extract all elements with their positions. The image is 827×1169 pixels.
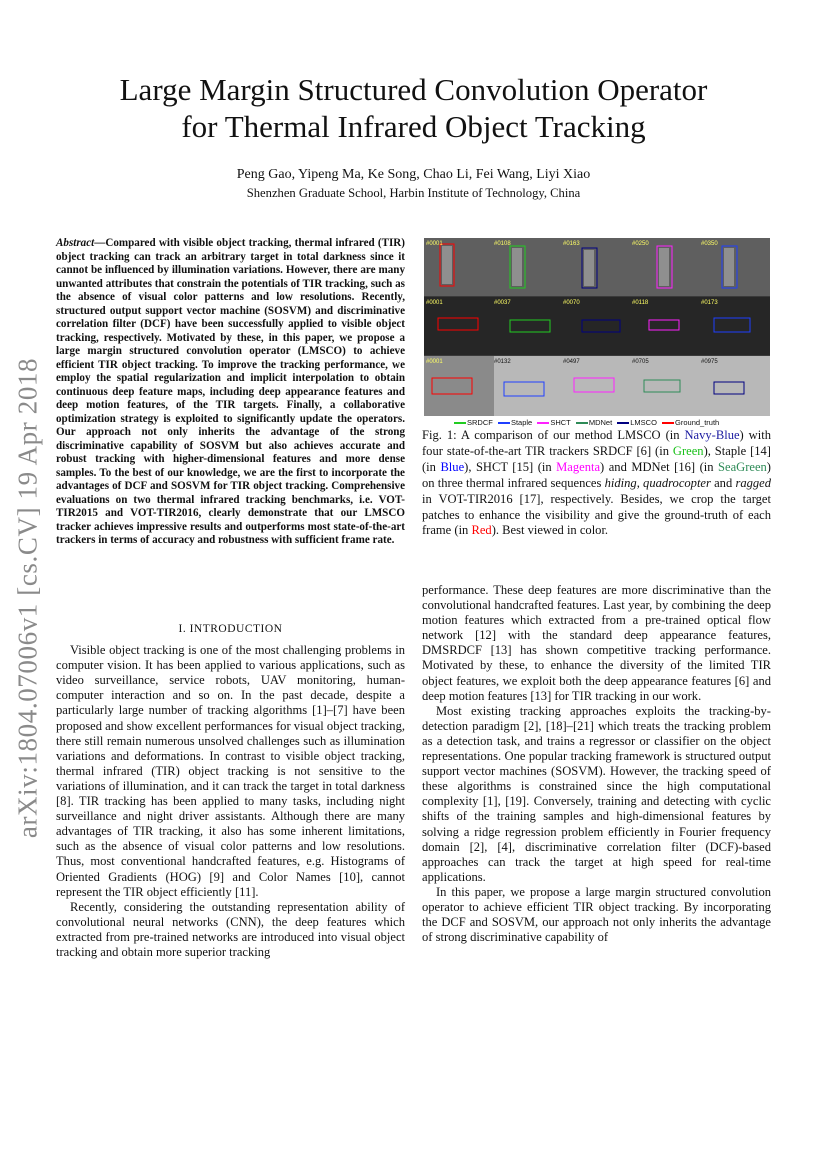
frame-label: #0350: [701, 241, 718, 247]
right-paragraph-2: Most existing tracking approaches exploits the tracking-by-detection paradigm [2], [18]–[21] which treats the tracking problem as a detection task, and trains a regressor or classifier on the object representations. One popular tracking framework is structured output support vector machines (SOSVM). However, the tracking speed of these algorithms is constrained since the high computational complexity [1], [19]. Conversely, training and detecting with cyclic shifts of the training samples and high-dimensional features by solving a ridge regression problem efficiently in Fourier frequency domain [2], [4], discriminative correlation filter (DCF)-based approaches can track the target at high speed for real-time applications.: [422, 703, 771, 884]
legend-item: SHCT: [537, 418, 570, 427]
title-line-2: for Thermal Infrared Object Tracking: [181, 109, 646, 144]
intro-paragraph-1: Visible object tracking is one of the most challenging problems in computer vision. It has been applied to various applications, such as video surveillance, service robots, UAV monitoring, human-computer interaction and so on. In the past decade, despite a particularly large number of tracking algorithms [1]–[7] have been proposed and show excellent performances for visual object tracking, there still remain numerous unsolved challenges such as illumination variations and deformations. In contrast to visible object tracking, thermal infrared (TIR) object tracking is not sensitive to the variations of illumination, and it can track the target in total darkness [8]. TIR tracking has been applied to many tasks, including night surveillance and night driver assistants. Although there are many advantages of TIR tracking, it also has some inherent limitations, such as the absence of visual color patterns and low resolutions. Thus, most conventional handcrafted features, e.g. Histograms of Oriented Gradients (HOG) [9] and Color Names [10], cannot represent the TIR object efficiently [11].: [56, 643, 405, 899]
legend-item: MDNet: [576, 418, 612, 427]
frame-label: #0070: [563, 300, 580, 306]
frame-label: #0705: [632, 359, 649, 365]
abstract: [56, 237, 405, 548]
frame-label: #0163: [563, 241, 580, 247]
abstract-label: Abstract: [56, 237, 95, 249]
affiliation: Shenzhen Graduate School, Harbin Institute of Technology, China: [246, 186, 581, 200]
figure-1: [424, 238, 770, 426]
frame-label: #0132: [494, 359, 511, 365]
intro-paragraph-2: Recently, considering the outstanding representation ability of convolutional neural networks (CNN), the deep features which extracted from pre-trained networks are introduced into visual object tracking and obtain more superior tracking: [56, 899, 405, 959]
legend-item: SRDCF: [454, 418, 493, 427]
arxiv-stamp: arXiv:1804.07006v1 [cs.CV] 19 Apr 2018: [12, 357, 43, 838]
authors: Peng Gao, Yipeng Ma, Ke Song, Chao Li, Fei Wang, Liyi Xiao: [236, 167, 591, 182]
legend-item: Ground_truth: [662, 418, 719, 427]
abstract-text: —Compared with visible object tracking, thermal infrared (TIR) object tracking can track an arbitrary target in total darkness since it cannot be influenced by illumination variations. However, there are many unwanted attributes that constrain the potentials of TIR tracking, such as the absence of visual color patterns and low resolutions. Recently, structured output support vector machine (SOSVM) and discriminative correlation filter (DCF) have been successfully applied to visible object tracking, respectively. Motivated by these, in this paper, we propose a large margin structured convolution operator (LMSCO) to achieve efficient TIR object tracking. To improve the tracking performance, we employ the spatial regularization and implicit interpolation to obtain continuous deep feature maps, including deep appearance features and deep motion features, of the TIR targets. Finally, a collaborative optimization strategy is exploited to significantly update the operators. Our approach not only inherits the advantage of the strong discriminative capability of SOSVM but also achieves accurate and robust tracking with higher-dimensional features and more dense samples. To the best of our knowledge, we are the first to incorporate the advantages of DCF and SOSVM for TIR object tracking. Comprehensive evaluations on two thermal infrared tracking benchmarks, i.e. VOT-TIR2015 and VOT-TIR2016, clearly demonstrate that our LMSCO tracker achieves impressive results and outperforms most state-of-the-art trackers in terms of accuracy and robustness with sufficient frame rate.: [56, 237, 405, 546]
frame-label: #0108: [494, 241, 511, 247]
frame-label: #0173: [701, 300, 718, 306]
right-column-text: [422, 583, 771, 945]
right-paragraph-3: In this paper, we propose a large margin structured convolution operator to achieve efficient TIR object tracking. By incorporating the DCF and SOSVM, our approach not only inherits the advantage of strong discriminative capability of: [422, 884, 771, 945]
frame-label: #0001: [426, 300, 443, 306]
frame-label: #0975: [701, 359, 718, 365]
frame-label: #0118: [632, 300, 649, 306]
frame-label: #0001: [426, 241, 443, 247]
right-paragraph-1: performance. These deep features are more discriminative than the convolutional handcrafted features. Last year, by combining the deep motion features which extracted from a pre-trained optical flow network [12] with the standard deep appearance features, DMSRDCF [13] has shown competitive tracking performance. Motivated by these, to enhance the diversity of the limited TIR object features, we exploit both the deep appearance features [6] and deep motion features [13] for TIR tracking in our work.: [422, 583, 771, 703]
legend-item: Staple: [498, 418, 532, 427]
paper-title: [60, 71, 767, 145]
frame-label: #0497: [563, 359, 580, 365]
figure-legend: [454, 418, 722, 427]
frame-label: #0250: [632, 241, 649, 247]
section-heading: I. INTRODUCTION: [178, 623, 283, 635]
figure-caption: Fig. 1: A comparison of our method LMSCO (in Navy-Blue) with four state-of-the-art TIR trackers SRDCF [6] (in Green), Staple [14] (in Blue), SHCT [15] (in Magenta) and MDNet [16] (in SeaGreen) on three thermal infrared sequences hiding, quadrocopter and ragged in VOT-TIR2016 [17], respectively. Besides, we crop the target patches to enhance the visibility and give the ground-truth of each frame (in Red). Best viewed in color.: [422, 428, 771, 538]
frame-label: #0001: [426, 359, 443, 365]
frame-label: #0037: [494, 300, 511, 306]
tracking-comparison-image: [424, 238, 770, 416]
person-figure: [442, 246, 452, 284]
legend-item: LMSCO: [617, 418, 657, 427]
title-line-1: Large Margin Structured Convolution Operator: [119, 72, 708, 107]
introduction-section: [56, 608, 405, 960]
